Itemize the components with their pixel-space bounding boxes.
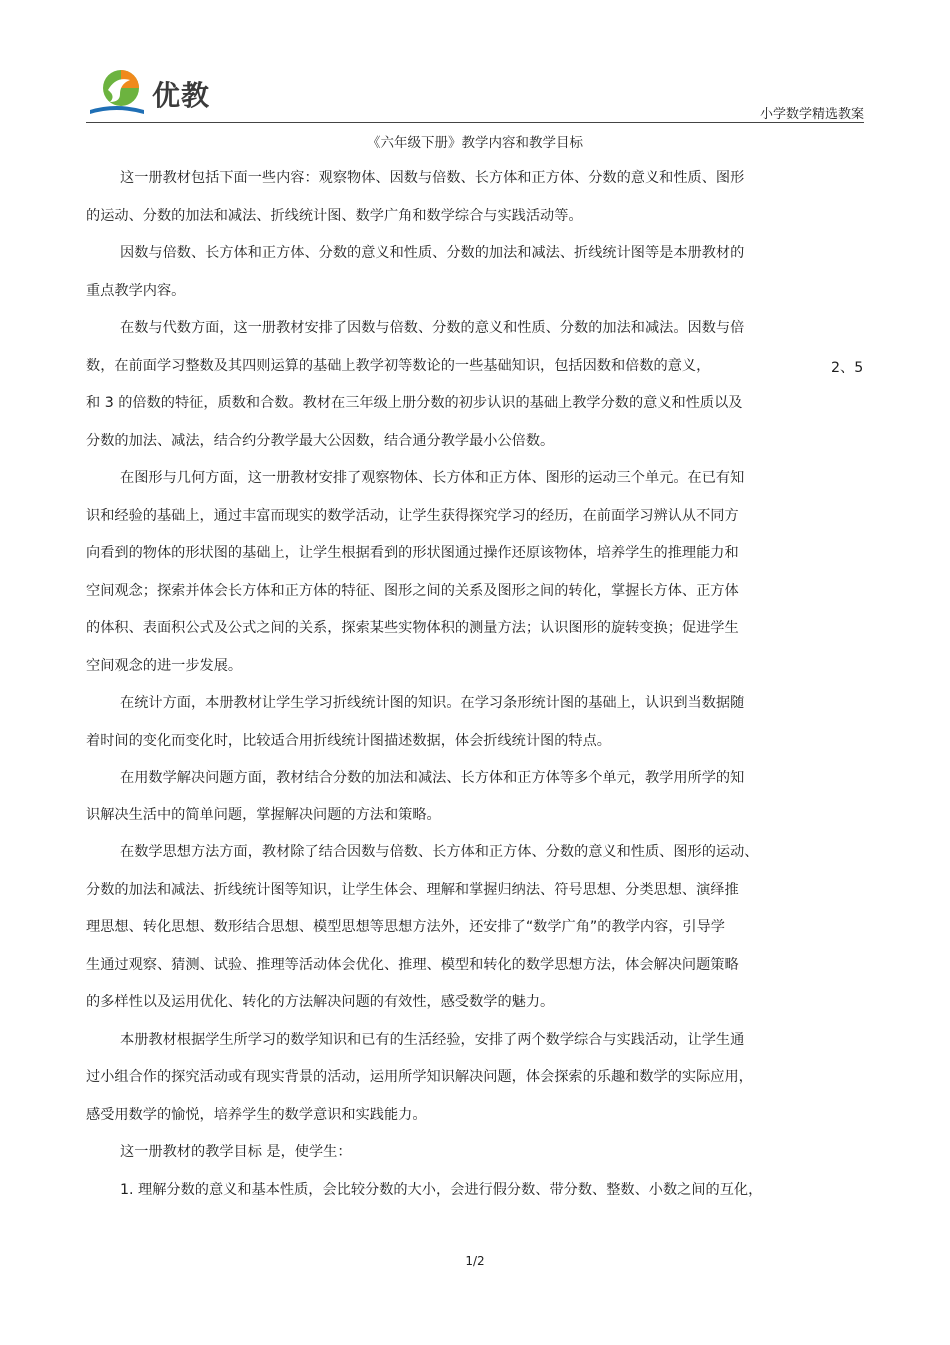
paragraph-line: 感受用数学的愉悦，培养学生的数学意识和实践能力。	[86, 1107, 427, 1123]
paragraph-line: 空间观念的进一步发展。	[86, 658, 243, 674]
paragraph-line: 分数的加法、减法，结合约分教学最大公因数，结合通分教学最小公倍数。	[86, 433, 555, 449]
paragraph-line: 在数学思想方法方面，教材除了结合因数与倍数、长方体和正方体、分数的意义和性质、图形的运动、	[120, 844, 759, 860]
paragraph-line: 的体积、表面积公式及公式之间的关系，探索某些实物体积的测量方法；认识图形的旋转变换；促进学生	[86, 620, 739, 636]
paragraph-line: 在数与代数方面，这一册教材安排了因数与倍数、分数的意义和性质、分数的加法和减法。因数与倍	[120, 320, 745, 336]
paragraph-line: 在用数学解决问题方面，教材结合分数的加法和减法、长方体和正方体等多个单元，教学用所学的知	[120, 770, 745, 786]
paragraph-line: 和 3 的倍数的特征，质数和合数。教材在三年级上册分数的初步认识的基础上教学分数的意义和性质以及	[86, 395, 743, 411]
paragraph-line: 过小组合作的探究活动或有现实背景的活动，运用所学知识解决问题，体会探索的乐趣和数学的实际应用，	[86, 1069, 753, 1085]
paragraph-line: 重点教学内容。	[86, 283, 186, 299]
paragraph-line: 这一册教材包括下面一些内容：观察物体、因数与倍数、长方体和正方体、分数的意义和性质、图形	[120, 170, 745, 186]
paragraph-line: 生通过观察、猜测、试验、推理等活动体会优化、推理、模型和转化的数学思想方法，体会解决问题策略	[86, 957, 739, 973]
paragraph-line: 分数的加法和减法、折线统计图等知识，让学生体会、理解和掌握归纳法、符号思想、分类思想、演绎推	[86, 882, 739, 898]
side-fragment: 2、5	[831, 360, 864, 376]
paragraph-line: 向看到的物体的形状图的基础上，让学生根据看到的形状图通过操作还原该物体，培养学生的推理能力和	[86, 545, 739, 561]
header-divider	[86, 122, 864, 123]
paragraph-line: 这一册教材的教学目标 是，使学生：	[120, 1144, 352, 1160]
paragraph-line: 着时间的变化而变化时，比较适合用折线统计图描述数据，体会折线统计图的特点。	[86, 733, 611, 749]
paragraph-line: 识和经验的基础上，通过丰富而现实的数学活动，让学生获得探究学习的经历，在前面学习辨认从不同方	[86, 508, 739, 524]
paragraph-line: 在图形与几何方面，这一册教材安排了观察物体、长方体和正方体、图形的运动三个单元。在已有知	[120, 470, 745, 486]
paragraph-line: 的运动、分数的加法和减法、折线统计图、数学广角和数学综合与实践活动等。	[86, 208, 583, 224]
paragraph-line: 本册教材根据学生所学习的数学知识和已有的生活经验，安排了两个数学综合与实践活动，让学生通	[120, 1032, 745, 1048]
logo-text: 优教	[152, 79, 211, 112]
paragraph-line: 在统计方面，本册教材让学生学习折线统计图的知识。在学习条形统计图的基础上，认识到当数据随	[120, 695, 745, 711]
paragraph-line: 的多样性以及运用优化、转化的方法解决问题的有效性，感受数学的魅力。	[86, 994, 555, 1010]
document-title: 《六年级下册》教学内容和教学目标	[367, 135, 583, 151]
page-number: 1/2	[465, 1254, 485, 1268]
paragraph-line: 识解决生活中的简单问题，掌握解决问题的方法和策略。	[86, 807, 441, 823]
header-label: 小学数学精选教案	[759, 107, 864, 122]
paragraph-line: 1. 理解分数的意义和基本性质，会比较分数的大小，会进行假分数、带分数、整数、小数之间的互化，	[120, 1182, 763, 1198]
paragraph-line: 空间观念；探索并体会长方体和正方体的特征、图形之间的关系及图形之间的转化，掌握长方体、正方体	[86, 583, 739, 599]
paragraph-line: 数，在前面学习整数及其四则运算的基础上教学初等数论的一些基础知识，包括因数和倍数的意义，	[86, 358, 711, 374]
paragraph-line: 理思想、转化思想、数形结合思想、模型思想等思想方法外，还安排了“数学广角”的教学内容，引导学	[86, 919, 725, 935]
paragraph-line: 因数与倍数、长方体和正方体、分数的意义和性质、分数的加法和减法、折线统计图等是本册教材的	[120, 245, 745, 261]
